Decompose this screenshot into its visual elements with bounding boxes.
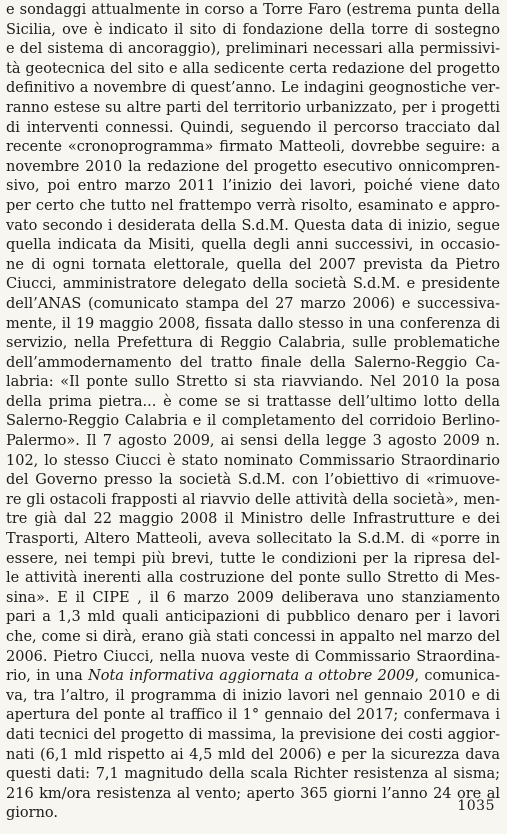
text-line: dell’ammodernamento del tratto finale della Salerno-Reggio Ca- (6, 354, 500, 371)
text-line: labria: «Il ponte sullo Stretto si sta riavviando. Nel 2010 la posa (6, 374, 500, 391)
text-line: rio, in una Nota informativa aggiornata a ottobre 2009, comunica- (6, 668, 500, 685)
text-line: per certo che tutto nel frattempo verrà risolto, esaminato e appro- (6, 197, 500, 214)
text-line: ne di ogni tornata elettorale, quella del 2007 prevista da Pietro (6, 256, 500, 273)
text-line: questi dati: 7,1 magnitudo della scala Richter resistenza al sisma; (6, 766, 500, 783)
text-line: ranno estese su altre parti del territorio urbanizzato, per i progetti (6, 99, 500, 116)
text-line: re gli ostacoli frapposti al riavvio delle attività della società», men- (6, 491, 500, 508)
text-line: Ciucci, amministratore delegato della società S.d.M. e presidente (6, 276, 500, 293)
text-line: dati tecnici del progetto di massima, la previsione dei costi aggior- (6, 726, 500, 743)
text-line: va, tra l’altro, il programma di inizio lavori nel gennaio 2010 e di (6, 687, 500, 704)
body-text (6, 1, 500, 824)
page-number: 1035 (457, 798, 495, 814)
text-line: recente «cronoprogramma» firmato Matteoli, dovrebbe seguire: a (6, 139, 500, 156)
text-line: tre già dal 22 maggio 2008 il Ministro delle Infrastrutture e dei (6, 511, 500, 528)
text-line: che, come si dirà, erano già stati concessi in appalto nel marzo del (6, 629, 500, 645)
text-line: dell’ANAS (comunicato stampa del 27 marzo 2006) e successiva- (6, 295, 500, 312)
text-line: Palermo». Il 7 agosto 2009, ai sensi della legge 3 agosto 2009 n. (6, 433, 500, 450)
text-line: Sicilia, ove è indicato il sito di fondazione della torre di sostegno (6, 21, 500, 38)
text-line: tà geotecnica del sito e alla sedicente certa redazione del progetto (6, 60, 500, 77)
text-line: del Governo presso la società S.d.M. con l’obiettivo di «rimuove- (6, 472, 500, 489)
text-line: le attività inerenti alla costruzione del ponte sullo Stretto di Mes- (6, 570, 500, 587)
text-line: 216 km/ora resistenza al vento; aperto 365 giorni l’anno 24 ore al (6, 785, 500, 802)
text-line: apertura del ponte al traffico il 1° gennaio del 2017; confermava i (6, 707, 500, 724)
text-line: servizio, nella Prefettura di Reggio Calabria, sulle problematiche (6, 335, 500, 352)
text-line: 102, lo stesso Ciucci è stato nominato Commissario Straordinario (6, 452, 500, 469)
text-line: mente, il 19 maggio 2008, fissata dallo stesso in una conferenza di (6, 315, 500, 332)
text-line: definitivo a novembre di quest’anno. Le indagini geognostiche ver- (6, 80, 500, 97)
text-line: e del sistema di ancoraggio), preliminari necessari alla permissivi- (6, 41, 500, 58)
text-line: della prima pietra... è come se si trattasse dell’ultimo lotto della (6, 393, 500, 410)
text-line: essere, nei tempi più brevi, tutte le condizioni per la ripresa del- (6, 550, 500, 567)
text-line: novembre 2010 la redazione del progetto esecutivo onnicompren- (6, 158, 500, 175)
text-line: 2006. Pietro Ciucci, nella nuova veste di Commissario Straordina- (6, 648, 500, 665)
text-line: sina». E il CIPE , il 6 marzo 2009 deliberava uno stanziamento (6, 589, 500, 606)
italic-title: Nota informativa aggiornata a ottobre 2009 (88, 668, 415, 685)
text-line: vato secondo i desiderata della S.d.M. Questa data di inizio, segue (6, 217, 500, 234)
text-line: sivo, poi entro marzo 2011 l’inizio dei lavori, poiché viene dato (6, 178, 500, 195)
text-line: quella indicata da Misiti, quella degli anni successivi, in occasio- (6, 237, 500, 254)
text-line: giorno. (6, 805, 59, 822)
text-line: Trasporti, Altero Matteoli, aveva sollecitato la S.d.M. di «porre in (6, 531, 500, 548)
text-line: pari a 1,3 mld quali anticipazioni di pubblico denaro per i lavori (6, 609, 500, 626)
text-line: e sondaggi attualmente in corso a Torre Faro (estrema punta della (6, 2, 500, 18)
text-line: di interventi connessi. Quindi, seguendo il percorso tracciato dal (6, 119, 500, 136)
text-line: Salerno-Reggio Calabria e il completamento del corridoio Berlino- (6, 413, 500, 430)
text-line: nati (6,1 mld rispetto ai 4,5 mld del 2006) e per la sicurezza dava (6, 746, 500, 763)
